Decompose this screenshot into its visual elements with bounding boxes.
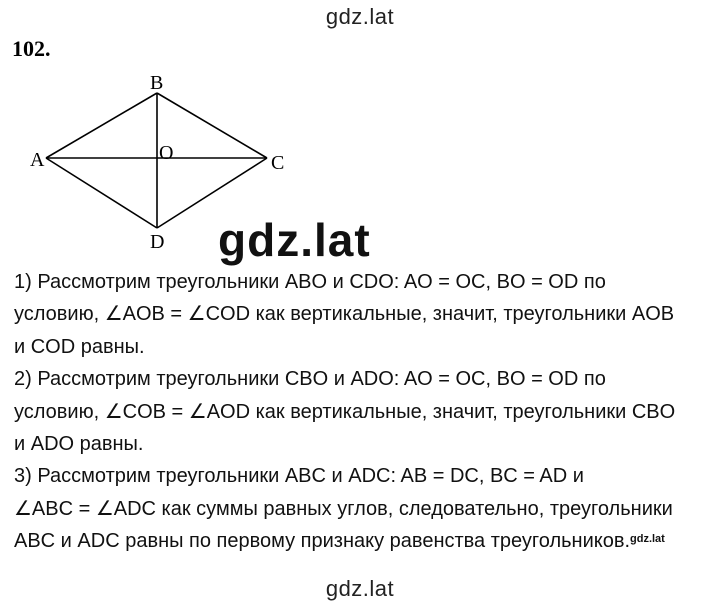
solution-line: условию, ∠COB = ∠AOD как вертикальные, значит, треугольники CBO xyxy=(14,400,676,423)
watermark-small: gdz.lat xyxy=(630,533,665,545)
solution-line: 2) Рассмотрим треугольники CBO и ADO: AO = OC, BO = OD по xyxy=(14,368,606,391)
solution-line: ∠ABC = ∠ADC как суммы равных углов, следовательно, треугольники xyxy=(14,497,673,520)
solution-line: условию, ∠AOB = ∠COD как вертикальные, значит, треугольники AOB xyxy=(14,303,675,326)
solution-text xyxy=(14,266,714,558)
watermark-middle: gdz.lat xyxy=(218,214,371,266)
task-number: 102. xyxy=(12,36,51,61)
label-O: O xyxy=(159,142,174,164)
solution-line: 1) Рассмотрим треугольники ABO и CDO: AO = OC, BO = OD по xyxy=(14,271,606,293)
solution-line: 3) Рассмотрим треугольники ABC и ADC: AB = DC, BC = AD и xyxy=(14,465,584,488)
solution-line: и COD равны. xyxy=(14,335,145,358)
label-D: D xyxy=(150,231,165,253)
solution-line: ABC и ADC равны по первому признаку равенства треугольников. xyxy=(14,530,631,553)
solution-line: и ADO равны. xyxy=(14,433,144,456)
side-BC xyxy=(157,93,267,158)
side-AB xyxy=(46,93,157,158)
label-C: C xyxy=(271,152,285,174)
side-DA xyxy=(46,158,157,228)
label-B: B xyxy=(150,72,164,94)
watermark-bottom: gdz.lat xyxy=(325,576,395,601)
label-A: A xyxy=(30,149,45,171)
watermark-top: gdz.lat xyxy=(325,4,395,29)
